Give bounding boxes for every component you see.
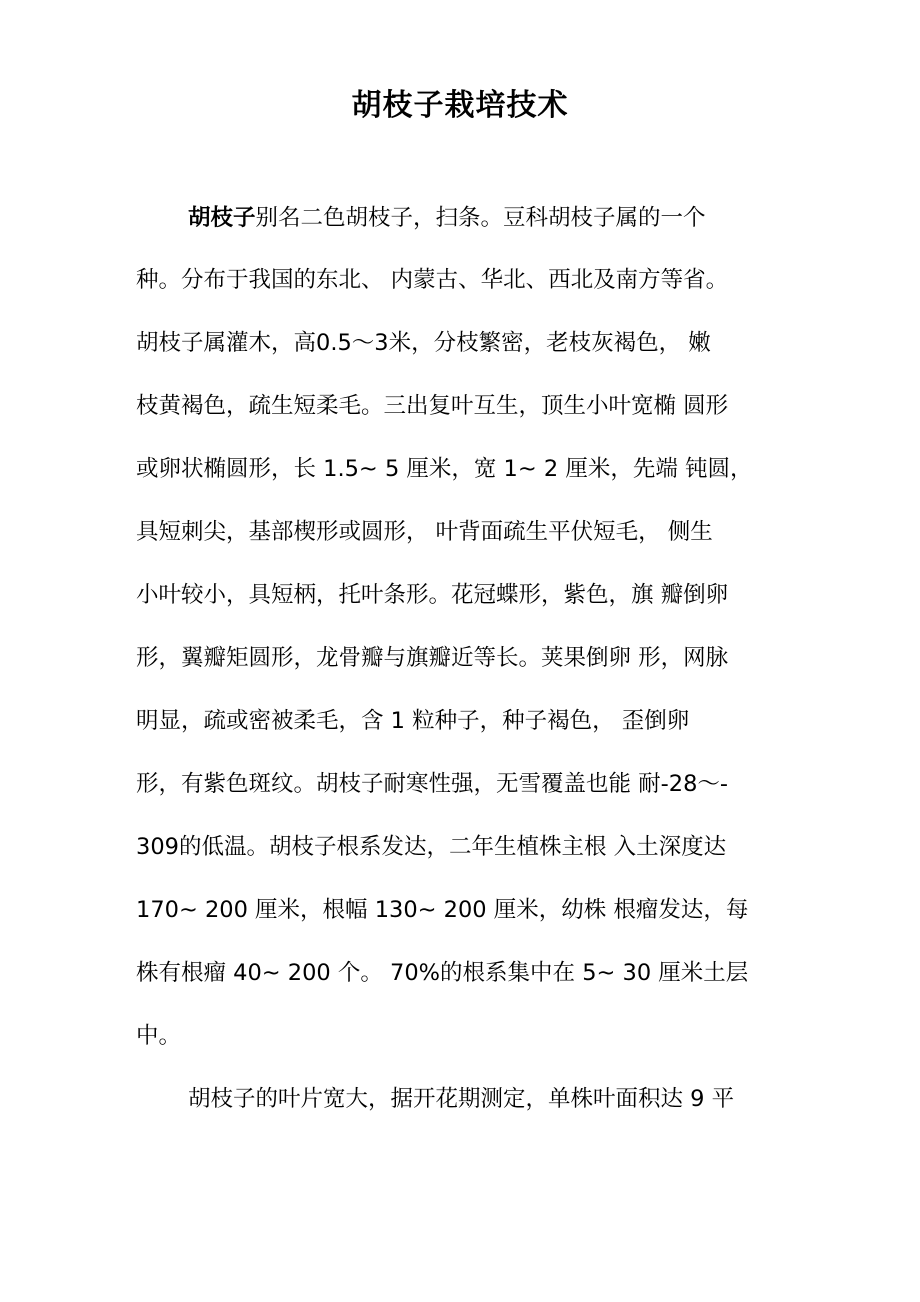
paragraph-line: 小叶较小，具短柄，托叶条形。花冠蝶形，紫色，旗 瓣倒卵	[136, 582, 729, 608]
paragraph-line: 种。分布于我国的东北、 内蒙古、华北、西北及南方等省。	[136, 267, 729, 293]
paragraph-line: 具短刺尖，基部楔形或圆形， 叶背面疏生平伏短毛， 侧生	[136, 519, 713, 545]
line-text: 别名二色胡枝子，扫条。豆科胡枝子属的一个	[255, 205, 706, 231]
bold-term: 胡枝子	[188, 205, 256, 231]
paragraph-line: 309的低温。胡枝子根系发达，二年生植株主根 入土深度达	[136, 834, 727, 860]
paragraph-line	[188, 202, 868, 234]
document-title: 胡枝子栽培技术	[351, 88, 569, 123]
paragraph-line: 形，有紫色斑纹。胡枝子耐寒性强，无雪覆盖也能 耐-28～-	[136, 771, 729, 797]
paragraph-line: 胡枝子属灌木，高0.5～3米，分枝繁密，老枝灰褐色， 嫩	[136, 330, 711, 356]
paragraph-line: 明显，疏或密被柔毛，含 1 粒种子，种子褐色， 歪倒卵	[136, 708, 690, 734]
paragraph-line: 170~ 200 厘米，根幅 130~ 200 厘米，幼株 根瘤发达，每	[136, 897, 749, 923]
paragraph-line: 中。	[136, 1023, 182, 1049]
paragraph-line: 形，翼瓣矩圆形，龙骨瓣与旗瓣近等长。荚果倒卵 形，网脉	[136, 645, 729, 671]
paragraph-line: 或卵状椭圆形，长 1.5~ 5 厘米，宽 1~ 2 厘米，先端 钝圆，	[136, 456, 753, 482]
paragraph-line: 胡枝子的叶片宽大，据开花期测定，单株叶面积达 9 平	[188, 1086, 735, 1112]
paragraph-line: 株有根瘤 40~ 200 个。 70%的根系集中在 5~ 30 厘米土层	[136, 960, 749, 986]
paragraph-line: 枝黄褐色，疏生短柔毛。三出复叶互生，顶生小叶宽椭 圆形	[136, 393, 729, 419]
